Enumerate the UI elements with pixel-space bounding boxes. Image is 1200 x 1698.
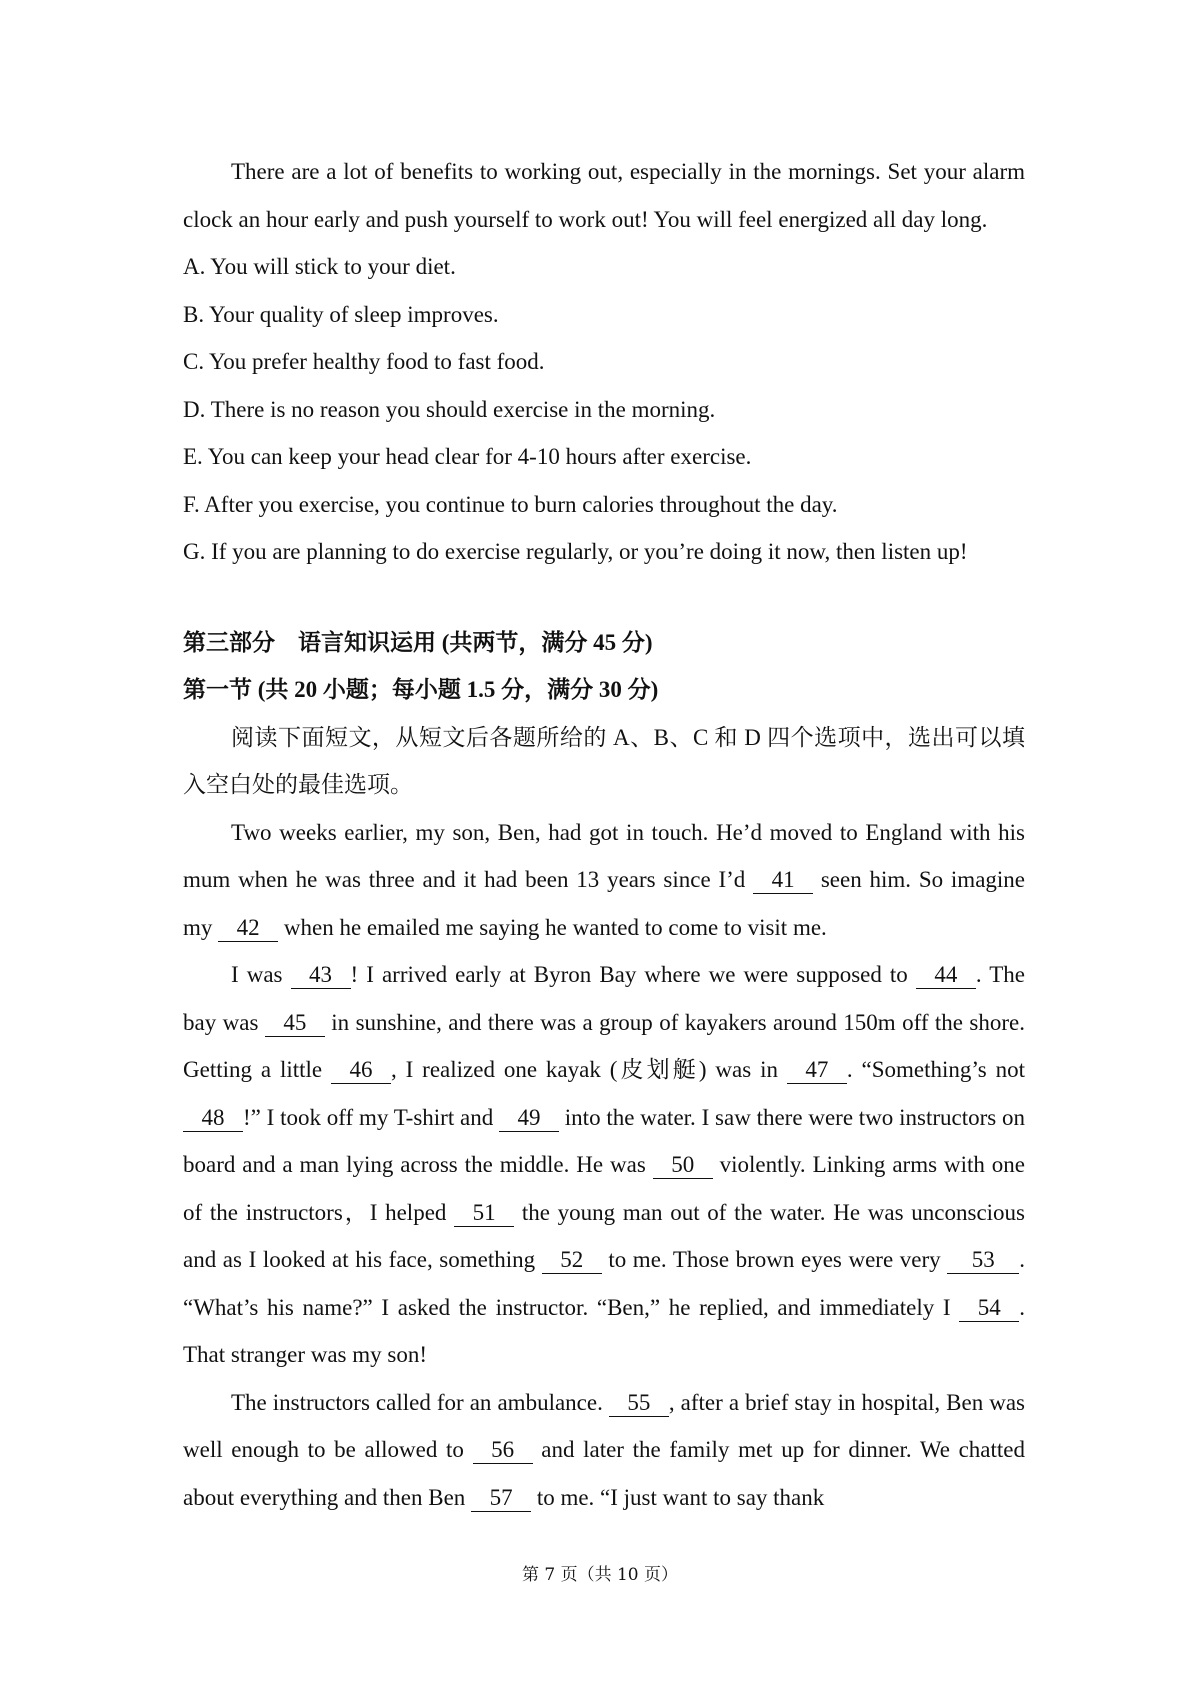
part3-heading: 第三部分 语言知识运用 (共两节，满分 45 分) <box>183 629 653 655</box>
blank-41: 41 <box>753 867 813 894</box>
blank-45: 45 <box>265 1010 325 1037</box>
cloze-text: to me. Those brown eyes were very <box>601 1247 948 1272</box>
instructions: 阅读下面短文，从短文后各题所给的 A、B、C 和 D 四个选项中，选出可以填入空白处的最佳选项。 <box>183 724 1025 797</box>
blank-50: 50 <box>653 1152 713 1179</box>
blank-51: 51 <box>454 1200 514 1227</box>
page-content <box>183 148 1025 1521</box>
blank-43: 43 <box>291 962 351 989</box>
cloze-text: the young man out of the water. He was unconscious and as I looked at his face, something <box>183 1199 1025 1272</box>
option-f: F. After you exercise, you continue to burn calories throughout the day. <box>183 491 838 517</box>
blank-55: 55 <box>609 1390 669 1417</box>
cloze-text: Two weeks earlier, my son, Ben, had got in touch. He’d moved to England with his mum when he was three and it had been 13 years since I’d <box>183 819 1025 892</box>
cloze-text: to me. “I just want to say thank <box>531 1484 825 1510</box>
blank-47: 47 <box>787 1057 847 1084</box>
option-g: G. If you are planning to do exercise regularly, or you’re doing it now, then listen up! <box>183 539 968 564</box>
blank-53: 53 <box>947 1247 1019 1274</box>
blank-54: 54 <box>959 1295 1019 1322</box>
cloze-text: The instructors called for an ambulance. <box>231 1389 609 1415</box>
cloze-text: seen him. So imagine my <box>183 867 1026 940</box>
blank-49: 49 <box>499 1105 559 1132</box>
blank-56: 56 <box>473 1437 533 1464</box>
cloze-text: into the water. I saw there were two instructors on board and a man lying across the middle. He was <box>183 1104 1025 1177</box>
cloze-paragraph-2 <box>183 951 1025 1379</box>
cloze-text: . The bay was <box>183 962 1025 1035</box>
cloze-paragraph-1 <box>183 809 1025 952</box>
cloze-text: ! I arrived early at Byron Bay where we were supposed to <box>350 962 916 987</box>
cloze-paragraph-3 <box>183 1379 1025 1522</box>
option-e: E. You can keep your head clear for 4-10 hours after exercise. <box>183 444 752 469</box>
cloze-text: !” I took off my T-shirt and <box>243 1104 499 1130</box>
blank-48: 48 <box>183 1105 243 1132</box>
section1-heading: 第一节 (共 20 小题；每小题 1.5 分，满分 30 分) <box>183 677 659 702</box>
cloze-text: violently. Linking arms with one of the instructors，I helped <box>183 1152 1025 1225</box>
options-list <box>183 243 1025 576</box>
page-footer: 第 7 页（共 10 页） <box>521 1565 679 1585</box>
cloze-text: I was <box>231 962 291 987</box>
cloze-text: when he emailed me saying he wanted to come to visit me. <box>278 914 827 940</box>
blank-52: 52 <box>542 1247 602 1274</box>
cloze-text: , I realized one kayak (皮划艇) was in <box>391 1057 787 1082</box>
option-c: C. You prefer healthy food to fast food. <box>183 349 545 374</box>
option-a: A. You will stick to your diet. <box>183 254 456 279</box>
option-d: D. There is no reason you should exercise in the morning. <box>183 396 716 422</box>
blank-57: 57 <box>471 1485 531 1512</box>
cloze-text: and later the family met up for dinner. We chatted about everything and then Ben <box>183 1437 1025 1510</box>
cloze-text: . “What’s his name?” I asked the instructor. “Ben,” he replied, and immediately I <box>183 1247 1025 1320</box>
cloze-text: in sunshine, and there was a group of kayakers around 150m off the shore. Getting a little <box>183 1009 1025 1082</box>
blank-46: 46 <box>331 1057 391 1084</box>
blank-44: 44 <box>916 962 976 989</box>
passage-paragraph: There are a lot of benefits to working out, especially in the mornings. Set your alarm clock an hour early and push yourself to work out! You will feel energized all day long. <box>183 159 1025 232</box>
blank-42: 42 <box>218 915 278 942</box>
cloze-text: . That stranger was my son! <box>183 1294 1025 1367</box>
cloze-text: , after a brief stay in hospital, Ben was well enough to be allowed to <box>183 1389 1025 1462</box>
option-b: B. Your quality of sleep improves. <box>183 301 499 327</box>
cloze-text: . “Something’s not <box>846 1057 1025 1082</box>
